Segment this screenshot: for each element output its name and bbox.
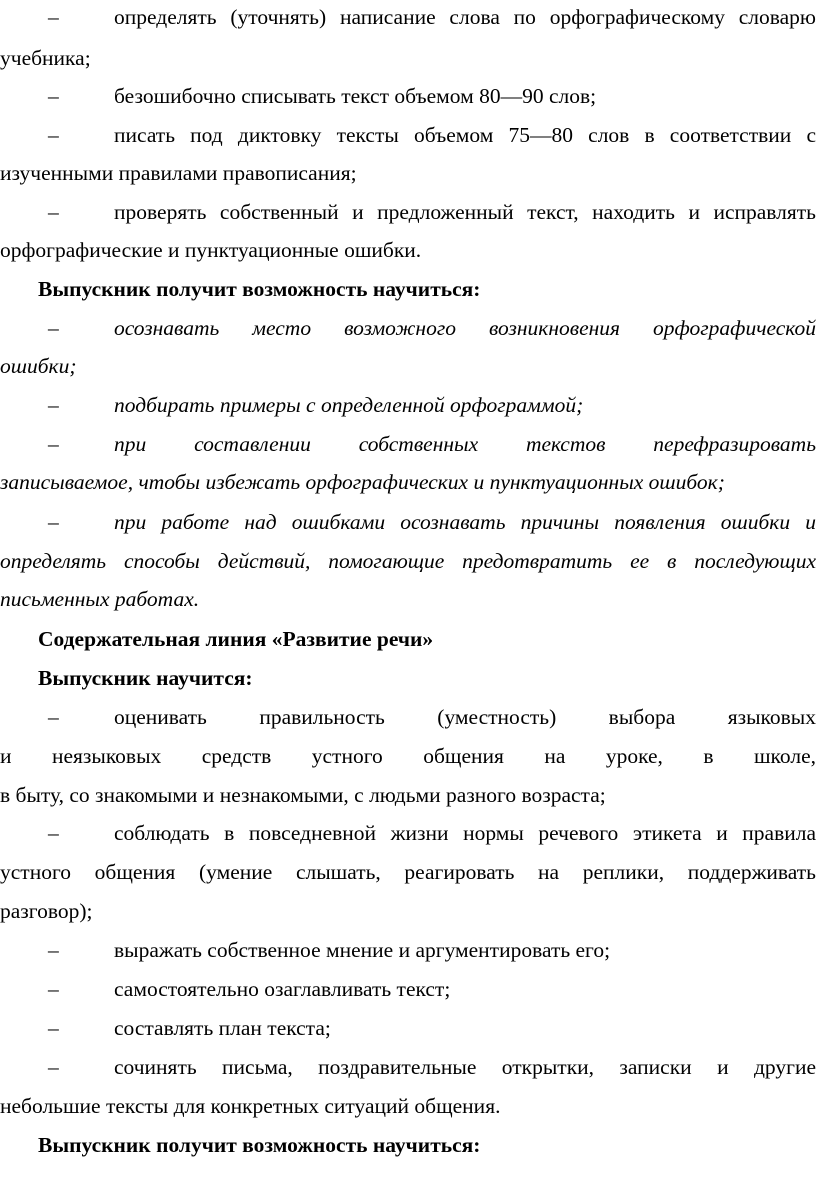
paragraph-line: и неязыковых средств устного общения на уроке, в школе, (0, 744, 816, 768)
list-item (0, 1013, 816, 1043)
paragraph-continuation (0, 43, 816, 73)
section-heading (0, 663, 816, 693)
paragraph-line: орфографические и пунктуационные ошибки. (0, 238, 422, 262)
paragraph-line: оценивать правильность (уместность) выбора языковых (114, 705, 816, 729)
heading-text: Выпускник получит возможность научиться: (38, 277, 481, 301)
heading-text: Выпускник научится: (38, 666, 253, 690)
paragraph-line: при работе над ошибками осознавать причины появления ошибки и (114, 510, 816, 534)
paragraph-line: учебника; (0, 46, 91, 70)
paragraph-line: изученными правилами правописания; (0, 161, 357, 185)
paragraph-line: сочинять письма, поздравительные открытки, записки и другие (114, 1055, 816, 1079)
list-item (0, 390, 816, 420)
section-heading (0, 274, 816, 304)
bullet-dash: – (48, 977, 59, 1001)
list-item (0, 818, 816, 848)
paragraph-line: осознавать место возможного возникновения орфографической (114, 316, 816, 340)
paragraph-line: разговор); (0, 899, 93, 923)
paragraph-line: письменных работах. (0, 587, 200, 611)
paragraph-line: выражать собственное мнение и аргументировать его; (114, 938, 611, 962)
bullet-dash: – (48, 1055, 59, 1079)
list-item (0, 974, 816, 1004)
heading-text: Выпускник получит возможность научиться: (38, 1133, 481, 1157)
paragraph-continuation (0, 546, 816, 576)
list-item (0, 197, 816, 227)
bullet-dash: – (48, 5, 59, 29)
paragraph-continuation (0, 896, 816, 926)
paragraph-line: определять способы действий, помогающие предотвратить ее в последующих (0, 549, 816, 573)
bullet-dash: – (48, 1016, 59, 1040)
bullet-dash: – (48, 938, 59, 962)
paragraph-line: составлять план текста; (114, 1016, 331, 1040)
heading-text: Содержательная линия «Развитие речи» (38, 627, 434, 651)
bullet-dash: – (48, 123, 59, 147)
bullet-dash: – (48, 393, 59, 417)
bullet-dash: – (48, 84, 59, 108)
bullet-dash: – (48, 705, 59, 729)
paragraph-continuation (0, 351, 816, 381)
paragraph-continuation (0, 1091, 816, 1121)
paragraph-continuation (0, 780, 816, 810)
paragraph-line: проверять собственный и предложенный текст, находить и исправлять (114, 200, 816, 224)
paragraph-line: ошибки; (0, 354, 77, 378)
section-heading (0, 1130, 816, 1160)
list-item (0, 81, 816, 111)
paragraph-line: подбирать примеры с определенной орфограммой; (114, 393, 584, 417)
list-item (0, 429, 816, 459)
list-item (0, 935, 816, 965)
list-item (0, 702, 816, 732)
list-item (0, 507, 816, 537)
paragraph-line: писать под диктовку тексты объемом 75—80 слов в соответствии с (114, 123, 816, 147)
paragraph-line: определять (уточнять) написание слова по орфографическому словарю (114, 5, 816, 29)
list-item (0, 313, 816, 343)
paragraph-continuation (0, 235, 816, 265)
paragraph-continuation (0, 857, 816, 887)
paragraph-line: соблюдать в повседневной жизни нормы речевого этикета и правила (114, 821, 816, 845)
bullet-dash: – (48, 510, 59, 534)
bullet-dash: – (48, 821, 59, 845)
paragraph-line: в быту, со знакомыми и незнакомыми, с людьми разного возраста; (0, 783, 606, 807)
paragraph-continuation (0, 741, 816, 771)
bullet-dash: – (48, 432, 59, 456)
section-heading (0, 624, 816, 654)
paragraph-line: устного общения (умение слышать, реагировать на реплики, поддерживать (0, 860, 816, 884)
paragraph-line: самостоятельно озаглавливать текст; (114, 977, 451, 1001)
paragraph-line: безошибочно списывать текст объемом 80—90 слов; (114, 84, 597, 108)
paragraph-line: небольшие тексты для конкретных ситуаций общения. (0, 1094, 501, 1118)
paragraph-continuation (0, 158, 816, 188)
list-item (0, 120, 816, 150)
bullet-dash: – (48, 200, 59, 224)
paragraph-continuation (0, 584, 816, 614)
paragraph-line: записываемое, чтобы избежать орфографических и пунктуационных ошибок; (0, 470, 725, 494)
paragraph-continuation (0, 467, 816, 497)
bullet-dash: – (48, 316, 59, 340)
list-item (0, 2, 816, 32)
paragraph-line: при составлении собственных текстов перефразировать (114, 432, 816, 456)
list-item (0, 1052, 816, 1082)
